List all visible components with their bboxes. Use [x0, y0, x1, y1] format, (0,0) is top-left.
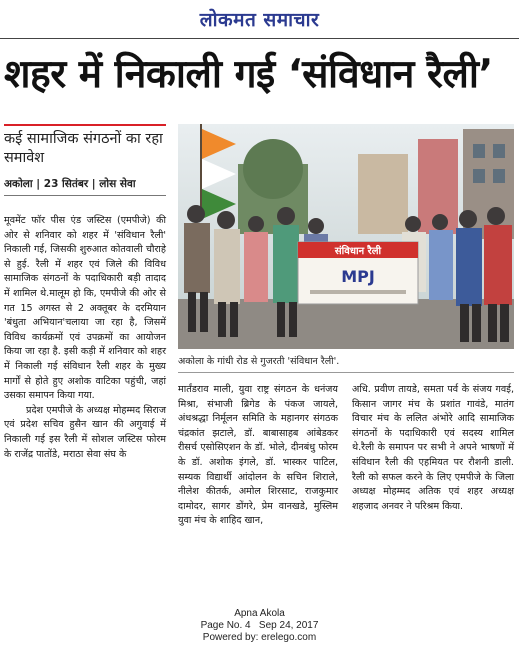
- article-deck: कई सामाजिक संगठनों का रहा समावेश: [4, 131, 163, 166]
- article-column-3: [352, 383, 514, 514]
- photo-caption: अकोला के गांधी रोड से गुजरती 'संविधान रैली'.: [178, 356, 340, 367]
- masthead-divider: [0, 38, 519, 39]
- caption-divider: [178, 372, 514, 373]
- page-footer: [0, 608, 519, 644]
- deck-box: [4, 124, 166, 168]
- footer-publication: Apna Akola: [234, 608, 285, 619]
- article-paragraph: अधि. प्रवीण तायडे, समता पर्व के संजय गवई, किसान जागर मंच के प्रशांत गावंडे, मातंग विचार मंच के ललित अंभोरे आदि सामाजिक संगठनों के पदाधिकारी एवं सदस्य शामिल थे.रैली के समापन पर सभी ने अपने भाषणों में संविधान रैली की एहमियत पर रौशनी डाली. रैली को सफल करने के लिए एमपीजे के जिला अध्यक्ष मोहम्मद अतिक एवं शहर अध्यक्ष शहजाद अनवर ने परिश्रम किया.: [352, 384, 514, 512]
- footer-page-date: Page No. 4 Sep 24, 2017: [200, 620, 319, 631]
- rally-photo: [178, 124, 514, 349]
- article-paragraph: मार्तंडराव माली, युवा राष्ट्र संगठन के धनंजय मिश्रा, संभाजी ब्रिगेड के पंकज जायले, अंधश्रद्धा निर्मूलन समिति के महानगर संगठक चंद्रकांत झटाले, डॉ. बाबासाहब आंबेडकर रीसर्च एसोसिएशन के डॉ. भोले, दीनबंधु फोरम के डॉ. अशोक इंगले, डॉ. भास्कर पाटिल, सम्यक विद्यार्थी आंदोलन के सचिन शिराले, नीलेश कीतर्क, अमोल शिरसाट, राजकुमार दामोदर, सागर डोंगरे, प्रेम वानखडे, मुस्लिम युवा मंच के शाहिद खान,: [178, 384, 338, 527]
- footer-powered-by: Powered by: erelego.com: [202, 632, 317, 643]
- article-dateline: अकोला | 23 सितंबर | लोस सेवा: [4, 178, 136, 190]
- article-headline: शहर में निकाली गई ‘संविधान रैली’: [4, 52, 493, 97]
- dateline-divider: [4, 195, 166, 196]
- masthead-logo: लोकमत समाचार: [199, 9, 320, 31]
- article-paragraph: मूवमेंट फॉर पीस एंड जस्टिस (एमपीजे) की ओर से शनिवार को शहर में 'संविधान रैली' निकाली गई, जिसकी शुरुआत कोतवाली चौराहे से हुई. रैली में शहर एवं जिले की विविध सामाजिक संगठनों के पदाधिकारी बड़ी तादाद में शामिल थे.मालूम हो कि, एमपीजे की ओर से गत 15 अगस्त से 2 अक्तूबर के दरमियान 'बंधुता अभियान'चलाया जा रहा है, जिसमें विविध कार्यक्रमों एवं उपक्रमों का आयोजन किया जा रहा है. इसी कड़ी में शनिवार को शहर में निकाली गई संविधान रैली शहर के मुख्य मार्गों से होते हुए अशोक वाटिका पहुंची, जहां उसका समापन किया गया.: [4, 215, 166, 402]
- rally-photo-illustration: [178, 124, 514, 349]
- banner-org: MPJ: [341, 267, 375, 286]
- article-paragraph: प्रदेश एमपीजे के अध्यक्ष मोहम्मद सिराज एवं प्रदेश सचिव हुसैन खान की अगुवाई में निकाली गई इस रैली में सोशल जस्टिस फोरम के राजेंद्र पातोंडे, मराठा सेवा संघ के: [4, 404, 166, 460]
- article-column-1: [4, 214, 166, 462]
- banner-title: संविधान रैली: [334, 246, 382, 257]
- article-column-2: [178, 383, 338, 529]
